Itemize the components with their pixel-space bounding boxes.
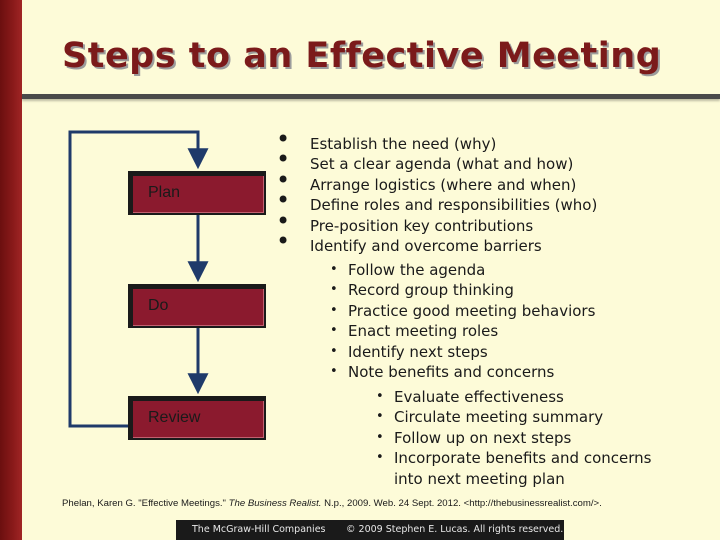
bullet-icon: • bbox=[276, 226, 291, 255]
citation-source: The Business Realist. bbox=[228, 498, 322, 509]
footer-bar bbox=[176, 520, 564, 540]
footer-publisher: The McGraw-Hill Companies bbox=[192, 524, 326, 535]
page-title: Steps to an Effective Meeting bbox=[62, 36, 662, 76]
bullet-icon: • bbox=[276, 165, 291, 194]
footer-copyright: © 2009 Stephen E. Lucas. All rights reserved. bbox=[346, 524, 564, 535]
list-item-continuation: into next meeting plan bbox=[394, 469, 565, 488]
step-do-label: Do bbox=[148, 297, 169, 314]
step-plan-label: Plan bbox=[148, 184, 181, 201]
bullet-icon: • bbox=[330, 323, 338, 339]
bullet-icon: • bbox=[330, 343, 338, 359]
bullet-icon: • bbox=[376, 450, 384, 466]
left-accent-bar bbox=[0, 0, 22, 540]
step-review-label: Review bbox=[148, 409, 201, 426]
bullet-icon: • bbox=[376, 389, 384, 404]
title-divider bbox=[22, 94, 720, 99]
bullet-icon: • bbox=[276, 206, 291, 235]
step-review bbox=[128, 396, 266, 440]
bullet-icon: • bbox=[330, 262, 338, 277]
bullet-icon: • bbox=[276, 186, 291, 215]
bullet-icon: • bbox=[376, 409, 384, 425]
bullet-icon: • bbox=[330, 363, 338, 379]
step-do bbox=[128, 284, 266, 328]
citation: Phelan, Karen G. "Effective Meetings." The Business Realist. N.p., 2009. Web. 24 Sept. 2012. <http://thebusinessrealist.com/>. bbox=[62, 498, 602, 509]
bullet-icon: • bbox=[276, 125, 291, 153]
bullet-icon: • bbox=[330, 282, 338, 298]
step-plan bbox=[128, 171, 266, 215]
bullet-icon: • bbox=[276, 145, 291, 174]
bullet-icon: • bbox=[376, 429, 384, 445]
bullet-icon: • bbox=[330, 302, 338, 318]
